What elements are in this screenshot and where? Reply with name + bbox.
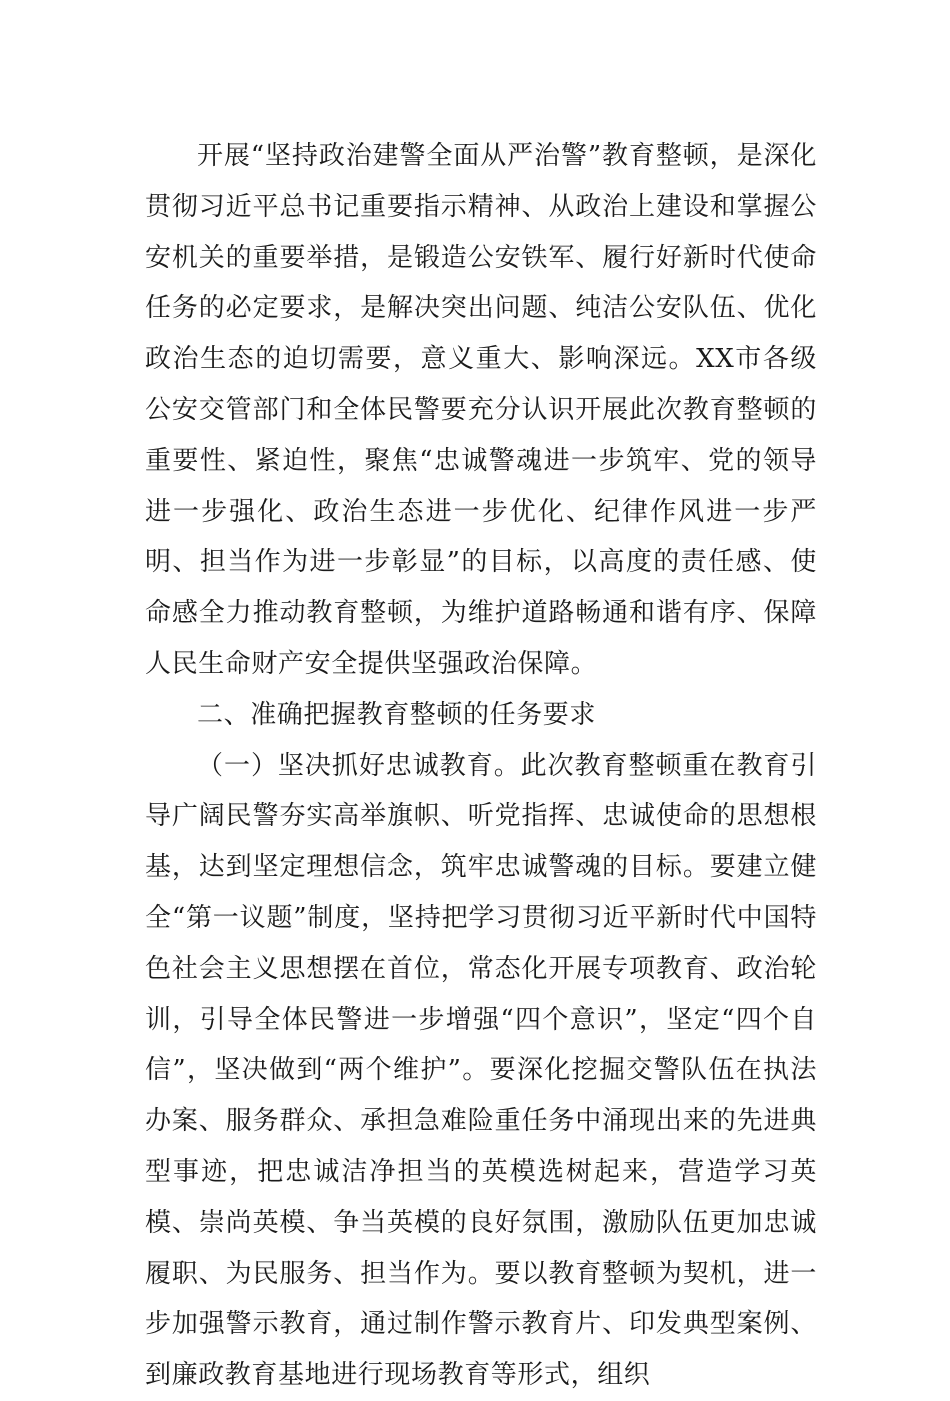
paragraph-loyalty-education: （一）坚决抓好忠诚教育。此次教育整顿重在教育引导广阔民警夯实高举旗帜、听党指挥、忠诚使命的思想根基，达到坚定理想信念，筑牢忠诚警魂的目标。要建立健全“第一议题”制度，坚持把学习贯彻习近平新时代中国特色社会主义思想摆在首位，常态化开展专项教育、政治轮训，引导全体民警进一步增强“四个意识”，坚定“四个自信”，坚决做到“两个维护”。要深化挖掘交警队伍在执法办案、服务群众、承担急难险重任务中涌现出来的先进典型事迹，把忠诚洁净担当的英模选树起来，营造学习英模、崇尚英模、争当英模的良好氛围，激励队伍更加忠诚履职、为民服务、担当作为。要以教育整顿为契机，进一步加强警示教育，通过制作警示教育片、印发典型案例、到廉政教育基地进行现场教育等形式，组织 (145, 750, 817, 1391)
paragraph-intro: 开展“坚持政治建警全面从严治警”教育整顿，是深化贯彻习近平总书记重要指示精神、从政治上建设和掌握公安机关的重要举措，是锻造公安铁军、履行好新时代使命任务的必定要求，是解决突出问题、纯洁公安队伍、优化政治生态的迫切需要，意义重大、影响深远。XX市各级公安交管部门和全体民警要充分认识开展此次教育整顿的重要性、紧迫性，聚焦“忠诚警魂进一步筑牢、党的领导进一步强化、政治生态进一步优化、纪律作风进一步严明、担当作为进一步彰显”的目标，以高度的责任感、使命感全力推动教育整顿，为维护道路畅通和谐有序、保障人民生命财产安全提供坚强政治保障。 (145, 141, 817, 679)
document-body (145, 131, 817, 1401)
section-heading: 二、准确把握教育整顿的任务要求 (197, 699, 597, 730)
